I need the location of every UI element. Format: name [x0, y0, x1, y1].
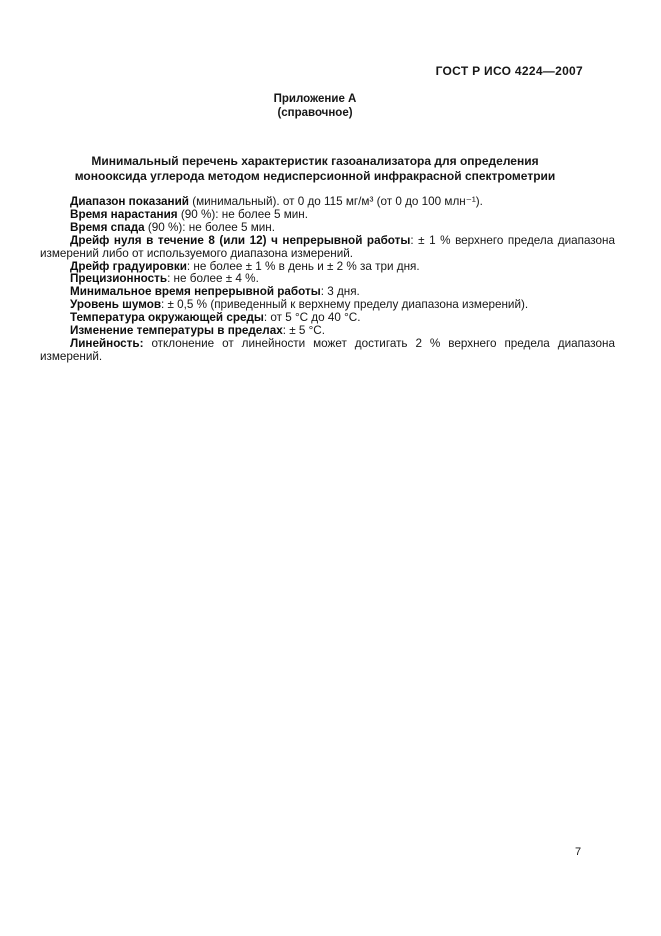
spec-text: : не более ± 4 %.: [167, 272, 259, 286]
spec-text: : ± 1 % верхнего предела диапазона измерений либо от используемого диапазона измерений.: [40, 233, 615, 260]
spec-text: : не более ± 1 % в день и ± 2 % за три дня.: [186, 259, 420, 273]
spec-label: Время нарастания: [70, 207, 178, 221]
appendix-header: [30, 92, 600, 120]
spec-text: (90 %): не более 5 мин.: [177, 207, 309, 221]
spec-label: Уровень шумов: [70, 298, 162, 312]
spec-list: [40, 196, 615, 364]
appendix-kind: (справочное): [277, 107, 353, 119]
spec-text: : ± 0,5 % (приведенный к верхнему пределу диапазона измерений).: [161, 298, 529, 312]
spec-label: Диапазон показаний: [70, 195, 189, 208]
spec-label: Прецизионность: [70, 272, 168, 286]
spec-label: Дрейф градуировки: [70, 259, 187, 273]
page-number: 7: [575, 846, 582, 858]
appendix-title-line2: монооксида углерода методом недисперсионной инфракрасной спектрометрии: [74, 169, 556, 184]
spec-text: : 3 дня.: [320, 285, 360, 299]
spec-text: (минимальный). от 0 до 115 мг/м³ (от 0 до 100 млн⁻¹).: [188, 195, 483, 208]
spec-label: Минимальное время непрерывной работы: [70, 285, 321, 299]
spec-label: Линейность:: [70, 336, 144, 350]
spec-item: [40, 338, 615, 364]
spec-label: Изменение температуры в пределах: [70, 324, 283, 338]
spec-text: (90 %): не более 5 мин.: [144, 220, 276, 234]
doc-number: ГОСТ Р ИСО 4224—2007: [435, 64, 583, 78]
appendix-title: [30, 154, 600, 184]
spec-text: : от 5 °С до 40 °С.: [263, 311, 361, 325]
appendix-name: Приложение А: [273, 93, 357, 105]
appendix-title-line1: Минимальный перечень характеристик газоанализатора для определения: [91, 154, 539, 168]
spec-label: Температура окружающей среды: [70, 311, 264, 325]
spec-item: [40, 235, 615, 261]
spec-label: Дрейф нуля в течение 8 (или 12) ч непрерывной работы: [70, 233, 411, 247]
spec-label: Время спада: [70, 220, 145, 234]
spec-text: отклонение от линейности может достигать 2 % верхнего предела диапазона измерений.: [40, 336, 615, 363]
spec-text: : ± 5 °С.: [282, 324, 325, 338]
